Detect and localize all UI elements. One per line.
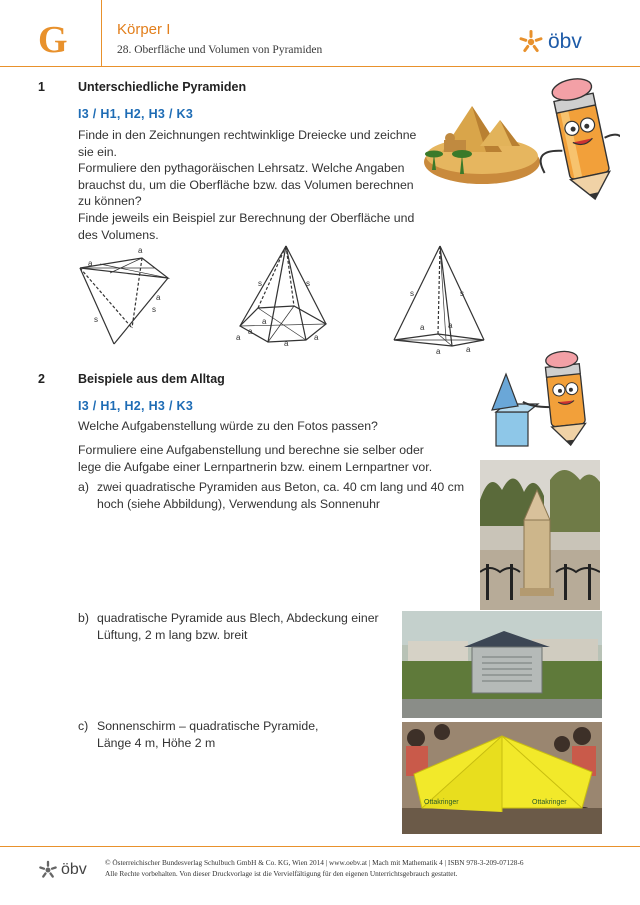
rights-line: Alle Rechte vorbehalten. Von dieser Druckvorlage ist die Vervielfältigung für den eigenen Unterrichtsgebrauch gestattet. — [105, 869, 458, 878]
pyramids-mascot-illustration — [420, 74, 620, 204]
item-a-text — [97, 479, 464, 512]
page-subtitle: 28. Oberfläche und Volumen von Pyramiden — [117, 44, 323, 56]
square-pyramid-figure — [390, 242, 500, 356]
text-line: lege die Aufgabe einer Lernpartnerin bzw. einem Lernpartner vor. — [78, 459, 433, 474]
photo-umbrella-pyramid — [402, 722, 602, 834]
obv-star-icon — [38, 860, 58, 880]
text-line: Finde in den Zeichnungen rechtwinklige Dreiecke und zeichne — [78, 128, 417, 142]
item-a-marker: a) — [78, 480, 89, 494]
item-b-text — [97, 610, 379, 643]
chapter-letter: G — [38, 19, 68, 61]
section-2-intro: Welche Aufgabenstellung würde zu den Fotos passen? — [78, 419, 378, 433]
text-line: Lüftung, 2 m lang bzw. breit — [97, 627, 248, 642]
edge-label-a: a — [448, 321, 453, 330]
obv-star-icon — [518, 29, 544, 55]
section-2-task-text — [78, 442, 432, 475]
text-line: sie ein. — [78, 144, 117, 159]
text-line: zwei quadratische Pyramiden aus Beton, ca. 40 cm lang und 40 cm — [97, 480, 465, 494]
text-line: quadratische Pyramide aus Blech, Abdeckung einer — [97, 611, 379, 625]
umbrella-print-right: Ottakringer — [532, 799, 567, 806]
section-2-number: 2 — [38, 372, 45, 386]
section-1-title: Unterschiedliche Pyramiden — [78, 80, 247, 94]
section-2-competencies: I3 / H1, H2, H3 / K3 — [78, 399, 194, 413]
edge-label-s: s — [306, 279, 310, 288]
text-line: Sonnenschirm – quadratische Pyramide, — [97, 719, 319, 733]
section-2-title: Beispiele aus dem Alltag — [78, 372, 225, 386]
text-line: des Volumens. — [78, 227, 159, 242]
item-c-marker: c) — [78, 719, 89, 733]
edge-label-a: a — [138, 246, 143, 255]
edge-label-s: s — [460, 289, 464, 298]
edge-label-a: a — [284, 339, 289, 348]
edge-label-a: a — [420, 323, 425, 332]
item-b-marker: b) — [78, 611, 89, 625]
edge-label-a: a — [314, 333, 319, 342]
photo-sundial-pyramids — [480, 460, 600, 610]
edge-label-a: a — [88, 259, 93, 268]
photo-ventilation-pyramid — [402, 611, 602, 718]
footer-rule — [0, 846, 640, 847]
publisher-logo — [518, 27, 582, 57]
text-line: Formuliere eine Aufgabenstellung und berechne sie selber oder — [78, 443, 424, 457]
text-line: zu können? — [78, 194, 142, 209]
section-1-text — [78, 127, 416, 243]
edge-label-a: a — [262, 317, 267, 326]
page-title: Körper I — [117, 21, 171, 38]
copyright-line: © Österreichischer Bundesverlag Schulbuch GmbH & Co. KG, Wien 2014 | www.oebv.at | Mach mit Mathematik 4 | ISBN 978-3-209-07128-6 — [105, 858, 524, 867]
edge-label-s: s — [94, 315, 98, 324]
logo-text: öbv — [548, 30, 582, 53]
umbrella-print-left: Ottakringer — [424, 799, 459, 806]
item-c-text — [97, 718, 318, 751]
text-line: hoch (siehe Abbildung), Verwendung als Sonnenuhr — [97, 496, 381, 511]
header-rule — [0, 66, 640, 67]
triangular-pyramid-1-figure — [70, 240, 180, 352]
footer-logo-text: öbv — [61, 861, 87, 878]
header-separator — [101, 0, 102, 66]
edge-label-a: a — [156, 293, 161, 302]
section-1-number: 1 — [38, 80, 45, 94]
text-line: Formuliere den pythagoräischen Lehrsatz. Welche Angaben — [78, 161, 405, 176]
section-1-competencies: I3 / H1, H2, H3 / K3 — [78, 107, 194, 121]
edge-label-a: a — [248, 327, 253, 336]
pencil-mascot-with-pyramid — [488, 350, 598, 452]
edge-label-a: a — [466, 345, 471, 354]
text-line: brauchst du, um die Oberfläche bzw. das Volumen berechnen — [78, 177, 414, 192]
edge-label-a: a — [236, 333, 241, 342]
edge-label-s: s — [152, 305, 156, 314]
edge-label-a: a — [436, 347, 441, 356]
text-line: Finde jeweils ein Beispiel zur Berechnung der Oberfläche und — [78, 210, 415, 225]
footer-logo — [38, 860, 87, 880]
text-line: Länge 4 m, Höhe 2 m — [97, 735, 216, 750]
edge-label-s: s — [410, 289, 414, 298]
hexagonal-pyramid-figure — [232, 242, 342, 348]
edge-label-s: s — [258, 279, 262, 288]
